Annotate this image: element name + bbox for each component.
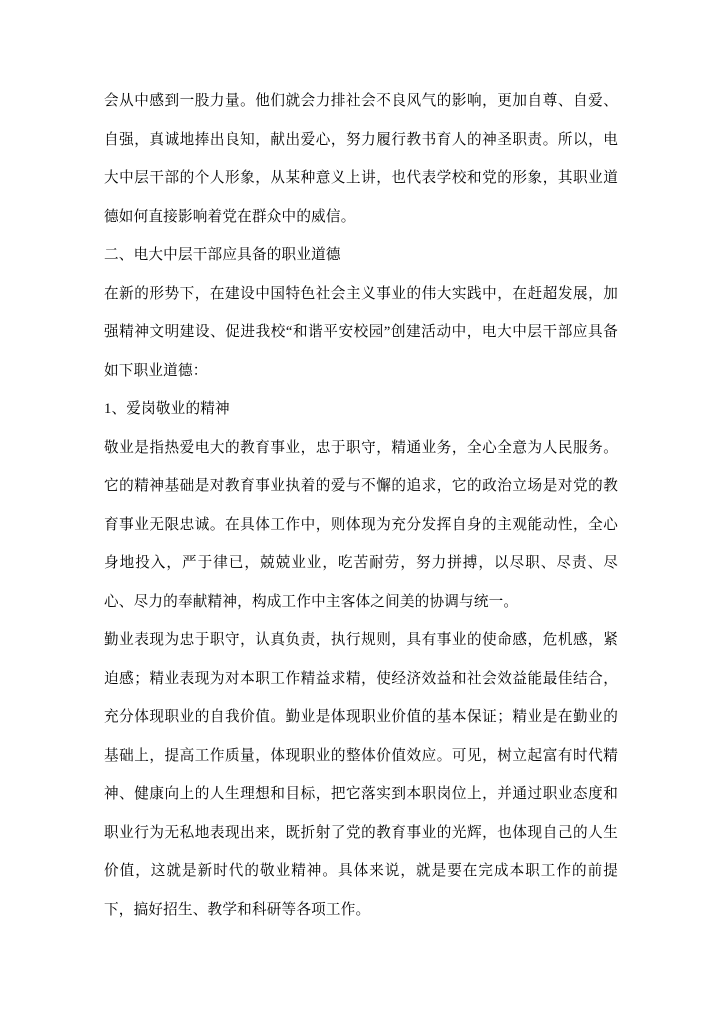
body-paragraph: 在新的形势下，在建设中国特色社会主义事业的伟大实践中，在赶超发展，加强精神文明建设、促进我校“和谐平安校园”创建活动中，电大中层干部应具备如下职业道德：	[104, 285, 618, 379]
body-paragraph-continuation: 会从中感到一股力量。他们就会力排社会不良风气的影响，更加自尊、自爱、自强，真诚地捧出良知，献出爱心，努力履行教书育人的神圣职责。所以，电大中层干部的个人形象，从某种意义上讲，也代表学校和党的形象，其职业道德如何直接影响着党在群众中的威信。	[104, 93, 618, 225]
body-paragraph: 敬业是指热爱电大的教育事业，忠于职守，精通业务，全心全意为人民服务。它的精神基础是对教育事业执着的爱与不懈的追求，它的政治立场是对党的教育事业无限忠诚。在具体工作中，则体现为充分发挥自身的主观能动性，全心身地投入，严于律已，兢兢业业，吃苦耐劳，努力拼搏，以尽职、尽责、尽心、尽力的奉献精神，构成工作中主客体之间美的协调与统一。	[104, 439, 618, 610]
sub-heading: 1、爱岗敬业的精神	[104, 401, 230, 417]
document-page	[104, 82, 618, 929]
section-heading: 二、电大中层干部应具备的职业道德	[104, 247, 341, 263]
body-paragraph: 勤业表现为忠于职守，认真负责，执行规则，具有事业的使命感，危机感，紧迫感；精业表现为对本职工作精益求精，使经济效益和社会效益能最佳结合，充分体现职业的自我价值。勤业是体现职业价值的基本保证；精业是在勤业的基础上，提高工作质量，体现职业的整体价值效应。可见，树立起富有时代精神、健康向上的人生理想和目标，把它落实到本职岗位上，并通过职业态度和职业行为无私地表现出来，既折射了党的教育事业的光辉，也体现自己的人生价值，这就是新时代的敬业精神。具体来说，就是要在完成本职工作的前提下，搞好招生、教学和科研等各项工作。	[104, 632, 618, 918]
